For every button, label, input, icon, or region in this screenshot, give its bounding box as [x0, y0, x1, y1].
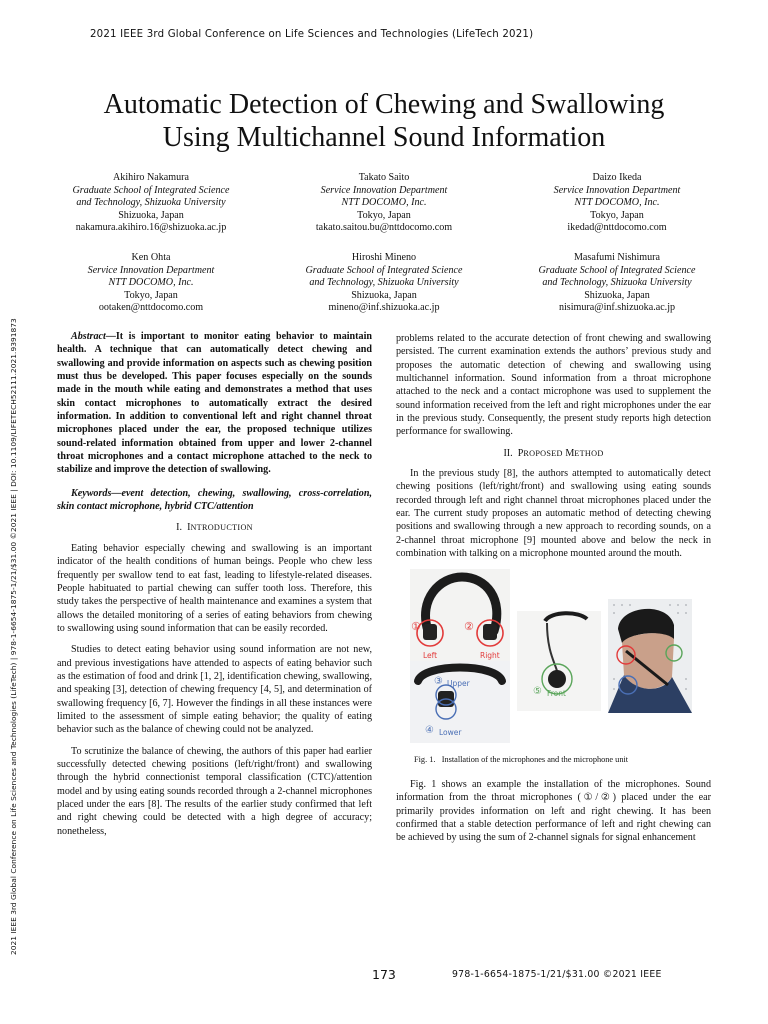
- author-email: ikedad@nttdocomo.com: [567, 222, 667, 234]
- author-block: [31, 172, 271, 235]
- author-affiliation: Service Innovation Department: [87, 264, 215, 276]
- label-circled-1: ①: [411, 619, 421, 633]
- author-location: Shizuoka, Japan: [118, 209, 184, 221]
- author-name: Hiroshi Mineno: [351, 252, 417, 263]
- author-affiliation: Graduate School of Integrated Science: [305, 264, 463, 276]
- label-left: Left: [423, 650, 438, 660]
- caption-text: Installation of the microphones and the microphone unit: [441, 754, 629, 764]
- title-line-2: Using Multichannel Sound Information: [162, 122, 606, 153]
- author-email: mineno@inf.shizuoka.ac.jp: [328, 302, 440, 314]
- caption-number: Fig. 1.: [414, 754, 436, 764]
- copyright-line: 978-1-6654-1875-1/21/$31.00 ©2021 IEEE: [452, 969, 662, 980]
- author-block: [497, 252, 737, 315]
- section-initial: I: [187, 522, 191, 534]
- author-name: Akihiro Nakamura: [113, 172, 189, 183]
- author-location: Shizuoka, Japan: [584, 289, 650, 301]
- photo-neckband-upper-lower: [410, 661, 510, 743]
- author-location: Tokyo, Japan: [124, 289, 178, 301]
- author-affiliation: Graduate School of Integrated Science: [72, 184, 230, 196]
- paragraph: Eating behavior especially chewing and swallowing is an important indicator of the health conditions of human beings. People who chew less frequently per swallow tend to eat fast, leading to lifestyle-related diseases. People habituated to partial chewing can suffer tooth loss. Therefore, this study takes the perspective of health maintenance and examines a system that allows the detailed monitoring of a series of eating behaviors from chewing to swallowing using sound information that can be easily recorded.: [57, 542, 372, 634]
- paragraph: Studies to detect eating behavior using sound information are not new, and previous investigations have attended to aspects of eating behavior such as the estimation of food and drink [1, 2], identification chewing, swallowing, and speaking [3], detection of chewing frequency [4, 5], and determination of swallowing frequency [6, 7]. However the findings in all these instances were limited to the assessment of simple eating behavior; the quality of eating behavior such as the balance of chewing could not be analyzed.: [57, 644, 372, 736]
- author-location: Tokyo, Japan: [590, 209, 644, 221]
- author-email: nisimura@inf.shizuoka.ac.jp: [558, 302, 676, 314]
- abstract: [57, 330, 372, 477]
- author-affiliation: and Technology, Shizuoka University: [542, 277, 692, 289]
- author-affiliation: and Technology, Shizuoka University: [309, 277, 459, 289]
- page-number: 173: [372, 967, 396, 982]
- right-column: [396, 332, 711, 853]
- author-affiliation: Service Innovation Department: [553, 184, 681, 196]
- author-location: Tokyo, Japan: [357, 209, 411, 221]
- person-illustration: [608, 599, 692, 713]
- section-initial: M: [565, 447, 575, 459]
- author-name: Daizo Ikeda: [592, 172, 642, 183]
- section-heading-proposed-method: [396, 447, 711, 460]
- label-circled-4: ④: [425, 724, 434, 736]
- neckband-illustration: [410, 569, 510, 661]
- label-circled-5: ⑤: [533, 685, 542, 697]
- keywords-label: Keywords: [71, 487, 112, 499]
- figure-caption: [396, 753, 711, 766]
- author-affiliation: Service Innovation Department: [320, 184, 448, 196]
- label-front: Front: [547, 688, 566, 698]
- section-number: I.: [176, 522, 183, 534]
- author-email: takato.saitou.bu@nttdocomo.com: [315, 222, 453, 234]
- label-lower: Lower: [439, 727, 462, 737]
- section-initial: P: [517, 447, 524, 459]
- photo-neckband-microphone: [410, 569, 510, 661]
- author-block: [497, 172, 737, 235]
- section-title-rest: ROPOSED: [523, 448, 563, 458]
- section-title-rest: NTRODUCTION: [190, 523, 253, 533]
- keywords-text: —event detection, chewing, swallowing, cross-correlation, skin contact microphone, hybrid CTC/attention: [57, 487, 372, 513]
- label-circled-3: ③: [434, 675, 443, 687]
- title-line-1: Automatic Detection of Chewing and Swallowing: [103, 89, 665, 120]
- paragraph: To scrutinize the balance of chewing, the authors of this paper had earlier successfully detected chewing positions (left/right/front) and swallowing through the hybrid connectionist temporal classification (CTC)/attention model and by using eating sounds recorded through a 2-channel microphones placed under the ears [8]. The results of the earlier study confirmed that left and right chewing could be detected with a high degree of accuracy; nonetheless,: [57, 745, 372, 837]
- author-name: Takato Saito: [358, 172, 410, 183]
- author-name: Masafumi Nishimura: [573, 252, 661, 263]
- section-heading-introduction: [57, 521, 372, 534]
- label-circled-2: ②: [464, 619, 474, 633]
- paragraph: Fig. 1 shows an example the installation of the microphones. Sound information from the throat microphones (①/②) placed under the ear primarily provides information on left and right chewing. It has been confirmed that a stable detection performance of left and right chewing can be achieved by using the sum of 2-channel signals for signal enhancement: [396, 778, 711, 844]
- photo-wearing-microphones: [608, 599, 692, 713]
- author-affiliation: Graduate School of Integrated Science: [538, 264, 696, 276]
- section-title-rest: ETHOD: [574, 448, 604, 458]
- author-name: Ken Ohta: [131, 252, 171, 263]
- author-block: [31, 252, 271, 315]
- doi-sidebar: 2021 IEEE 3rd Global Conference on Life Sciences and Technologies (LifeTech) | 978-1-6654-1875-1/21/$31.00 ©2021 IEEE | DOI: 10.1109/LIFETECH52111.2021.9391873: [9, 318, 18, 955]
- author-affiliation: NTT DOCOMO, Inc.: [574, 197, 660, 209]
- abstract-text: —It is important to monitor eating behavior to maintain health. A technique that can automatically detect chewing and swallowing and provide information on aspects such as chewing position must thus be developed. This paper focuses especially on the sounds made in the mouth while eating and demonstrates a method that uses skin contact microphones to automatically extract the desired information. In addition to conventional left and right channel throat microphones placed under the ear, the proposed technique utilizes sound-related information obtained from upper and lower 2-channel throat microphones and a contact microphone attached to the neck to stabilize and improve the detection of swallowing.: [57, 331, 372, 476]
- figure-1: [396, 569, 700, 743]
- author-block: [264, 172, 504, 235]
- label-upper: Upper: [447, 678, 470, 688]
- paragraph: problems related to the accurate detection of front chewing and swallowing persisted. The current examination extends the authors’ previous study and proposes the automatic detection of chewing and swallowing using multichannel information. Sound information from a throat microphone attached to the neck and a contact microphone was used to supplement the sound information received from the left and right microphones under the ear in the previous study. Consequently, the present study reports high detection performance for swallowing.: [396, 333, 711, 438]
- label-right: Right: [480, 650, 500, 660]
- author-email: ootaken@nttdocomo.com: [98, 302, 204, 314]
- abstract-label: Abstract: [71, 331, 106, 342]
- author-email: nakamura.akihiro.16@shizuoka.ac.jp: [75, 222, 227, 234]
- left-column: [57, 330, 372, 846]
- author-block: [264, 252, 504, 315]
- author-location: Shizuoka, Japan: [351, 289, 417, 301]
- paragraph: In the previous study [8], the authors attempted to automatically detect chewing positions (left/right/front) and swallowing using eating sounds recorded through left and right channel throat microphones placed under the ear. The current study proposes an automatic method of detecting chewing positions and swallowing through a new approach to recording sounds, on a 2-channel throat microphone [9] mounted above and below the neck in combination with talking on a microphone mounted around the mouth.: [396, 468, 711, 560]
- conference-header: 2021 IEEE 3rd Global Conference on Life Sciences and Technologies (LifeTech 2021): [90, 29, 534, 40]
- author-affiliation: and Technology, Shizuoka University: [76, 197, 226, 209]
- author-affiliation: NTT DOCOMO, Inc.: [108, 277, 194, 289]
- paper-title: [40, 88, 728, 154]
- section-number: II.: [503, 447, 513, 459]
- keywords: [57, 487, 372, 514]
- author-affiliation: NTT DOCOMO, Inc.: [341, 197, 427, 209]
- photo-contact-microphone: [517, 611, 601, 711]
